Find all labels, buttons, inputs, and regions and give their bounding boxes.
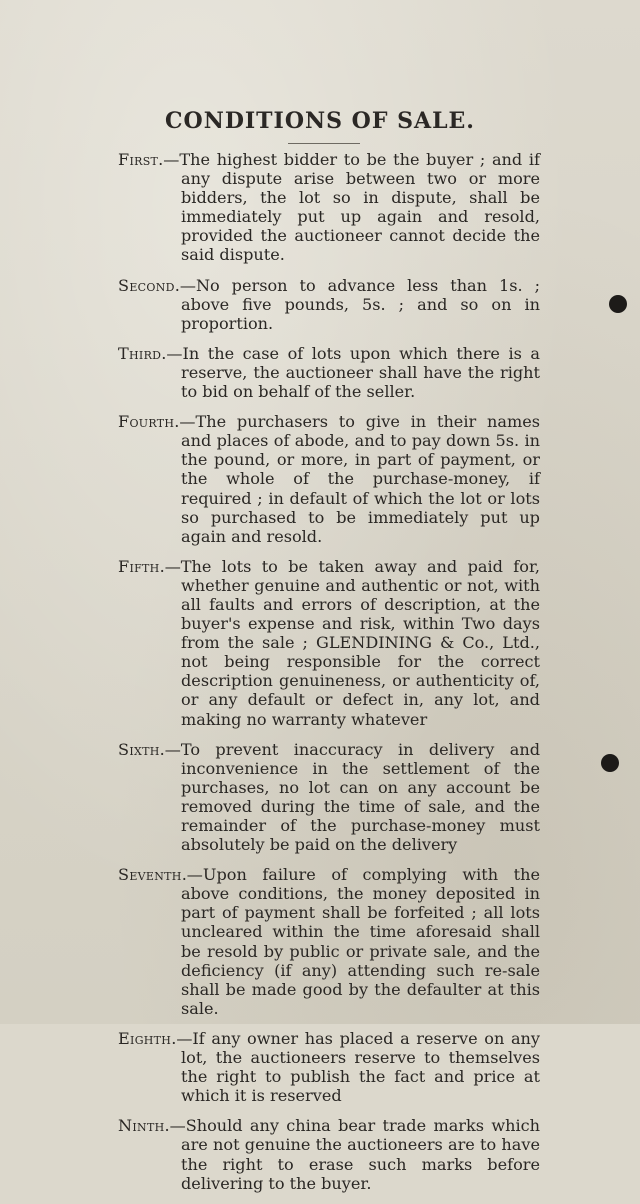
condition-fifth [118, 557, 540, 729]
condition-text: .—The highest bidder to be the buyer ; and if any dispute arise between two or more bidders, the lot so in dispute, shall be immediately put up again and resold, provided the auctioneer cannot decide the said dispute. [158, 150, 540, 265]
condition-first [118, 150, 540, 265]
condition-text: .—If any owner has placed a reserve on any lot, the auctioneers reserve to themselves the right to publish the fact and price at which it is reserved [171, 1028, 540, 1106]
condition-text: .—To prevent inaccuracy in delivery and inconvenience in the settlement of the purchases, no lot can on any account be removed during the time of sale, and the remainder of the purchase-money must absolutely be paid on the delivery [159, 739, 540, 855]
condition-eighth [118, 1029, 540, 1105]
condition-third [118, 344, 540, 401]
condition-ninth [118, 1116, 540, 1192]
condition-text: .—Should any china bear trade marks which are not genuine the auctioneers are to have the right to erase such marks before delivering to the buyer. [164, 1116, 540, 1193]
condition-sixth [118, 740, 540, 855]
condition-text: .—Upon failure of complying with the above conditions, the money deposited in part of payment shall be forfeited ; all lots uncleared within the time aforesaid shall be resold by public or private sale, and the deficiency (if any) attending such re-sale shall be made good by the defaulter at this sale. [181, 865, 540, 1018]
condition-second [118, 276, 540, 333]
conditions-list [118, 150, 540, 1204]
condition-lead: First [118, 150, 159, 169]
condition-text: .—In the case of lots upon which there is a reserve, the auctioneer shall have the right to bid on behalf of the seller. [161, 343, 540, 402]
condition-lead: Third [118, 343, 162, 363]
condition-lead: Fifth [118, 556, 160, 576]
condition-lead: Sixth [118, 739, 160, 759]
condition-text: .—The lots to be taken away and paid for, whether genuine and authentic or not, with all faults and errors of description, at the buyer's expense and risk, within Two days from the sale ; GLENDINING & Co., Ltd., not being responsible for the correct description genuineness, or authenticity of, or any default or defect in, any lot, and making no warranty whatever [159, 556, 540, 729]
condition-fourth [118, 412, 540, 546]
condition-lead: Eighth [118, 1028, 172, 1048]
condition-lead: Seventh [118, 865, 182, 885]
binding-hole-icon [609, 295, 627, 313]
title-underline [288, 143, 360, 144]
condition-seventh [118, 865, 540, 1018]
condition-text: .—The purchasers to give in their names and places of abode, and to pay down 5s. in the pound, or more, in part of payment, or the whole of the purchase-money, if required ; in default of which the lot or lots so purchased to be immediately put up again and resold. [174, 412, 540, 546]
page-title: CONDITIONS OF SALE. [165, 108, 475, 134]
condition-lead: Fourth [118, 412, 175, 432]
condition-lead: Second [118, 275, 175, 295]
condition-text: .—No person to advance less than 1s. ; above five pounds, 5s. ; and so on in proportion. [174, 275, 540, 333]
condition-lead: Ninth [118, 1116, 165, 1136]
binding-hole-icon [601, 754, 619, 772]
